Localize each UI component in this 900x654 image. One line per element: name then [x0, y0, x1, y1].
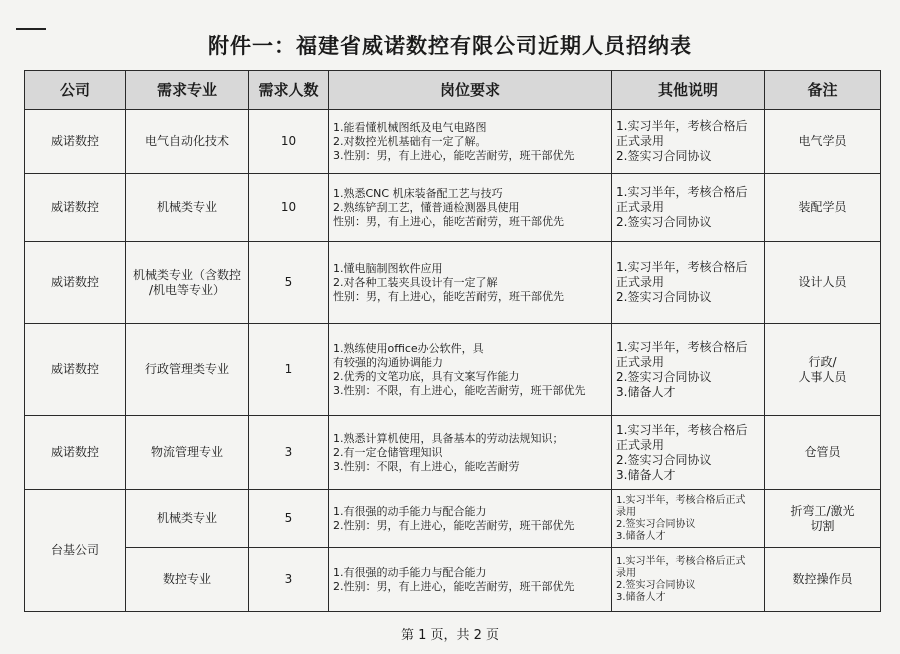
requirement-line: 有较强的沟通协调能力: [333, 355, 443, 369]
major-line: /机电等专业）: [148, 282, 226, 297]
remark-cell: [765, 548, 881, 612]
remark-cell: [765, 174, 881, 242]
note-line: 1.实习半年，考核合格后: [616, 422, 748, 437]
note-line: 正式录用: [616, 354, 665, 369]
count-cell: 5: [249, 490, 329, 548]
major-line: 机械类专业（含数控: [132, 267, 241, 282]
note-line: 1.实习半年，考核合格后: [616, 339, 748, 354]
requirement-line: 2.对各种工装夹具设计有一定了解: [333, 275, 498, 289]
note-line: 录用: [616, 506, 636, 518]
recruitment-table: [24, 70, 881, 612]
company-cell: 威诺数控: [25, 242, 126, 324]
table-row: [25, 548, 881, 612]
requirement-line: 1.熟悉CNC 机床装备配工艺与技巧: [333, 186, 503, 200]
major-line: 数控专业: [162, 572, 211, 586]
requirement-line: 2.对数控光机基础有一定了解。: [333, 134, 487, 148]
header-company: 公司: [25, 71, 126, 110]
requirements-cell: [329, 416, 612, 490]
requirement-line: 2.熟练铲刮工艺，懂普通检测器具使用: [333, 200, 520, 214]
note-line: 录用: [616, 567, 636, 579]
requirements-cell: [329, 324, 612, 416]
notes-cell: [612, 416, 765, 490]
note-line: 正式录用: [616, 437, 665, 452]
major-cell: [126, 110, 249, 174]
notes-cell: [612, 174, 765, 242]
header-major: 需求专业: [126, 71, 249, 110]
table-row: [25, 324, 881, 416]
note-line: 3.储备人才: [616, 384, 676, 399]
remark-cell: [765, 490, 881, 548]
count-cell: 5: [249, 242, 329, 324]
remark-line: 切割: [810, 518, 835, 533]
note-line: 3.储备人才: [616, 530, 666, 542]
header-remark: 备注: [765, 71, 881, 110]
note-line: 2.签实习合同协议: [616, 215, 712, 229]
table-row: [25, 174, 881, 242]
table-row: [25, 110, 881, 174]
requirement-line: 1.有很强的动手能力与配合能力: [333, 504, 487, 518]
company-cell: 威诺数控: [25, 110, 126, 174]
requirement-line: 2.性别：男，有上进心，能吃苦耐劳，班干部优先: [333, 579, 575, 593]
notes-cell: [612, 490, 765, 548]
major-cell: [126, 324, 249, 416]
major-line: 物流管理专业: [150, 445, 223, 459]
note-line: 3.储备人才: [616, 467, 676, 482]
note-line: 1.实习半年，考核合格后: [616, 119, 748, 133]
note-line: 正式录用: [616, 275, 665, 289]
note-line: 1.实习半年，考核合格后正式: [616, 555, 746, 567]
company-cell: 威诺数控: [25, 416, 126, 490]
note-line: 1.实习半年，考核合格后正式: [616, 494, 746, 506]
table-row: [25, 416, 881, 490]
requirement-line: 1.熟悉计算机使用，具备基本的劳动法规知识；: [333, 431, 564, 445]
note-line: 正式录用: [616, 200, 665, 214]
table-header-row: [25, 71, 881, 110]
major-cell: [126, 174, 249, 242]
requirement-line: 1.有很强的动手能力与配合能力: [333, 565, 487, 579]
requirements-cell: [329, 174, 612, 242]
requirement-line: 2.有一定仓储管理知识: [333, 445, 443, 459]
header-count: 需求人数: [249, 71, 329, 110]
requirement-line: 3.性别：不限，有上进心，能吃苦耐劳，班干部优先: [333, 383, 586, 397]
requirement-line: 2.优秀的文笔功底，具有文案写作能力: [333, 369, 520, 383]
notes-cell: [612, 548, 765, 612]
remark-line: 装配学员: [798, 200, 847, 214]
major-line: 机械类专业: [156, 200, 217, 214]
remark-line: 人事人员: [798, 369, 847, 384]
remark-line: 折弯工/激光: [790, 503, 855, 518]
note-line: 1.实习半年，考核合格后: [616, 185, 748, 199]
note-line: 1.实习半年，考核合格后: [616, 260, 748, 274]
count-cell: 3: [249, 416, 329, 490]
note-line: 2.签实习合同协议: [616, 518, 696, 530]
requirement-line: 1.懂电脑制图软件应用: [333, 261, 443, 275]
remark-cell: [765, 324, 881, 416]
page-title: 附件一：福建省威诺数控有限公司近期人员招纳表: [208, 34, 692, 58]
notes-cell: [612, 324, 765, 416]
remark-cell: [765, 110, 881, 174]
major-cell: [126, 416, 249, 490]
note-line: 2.签实习合同协议: [616, 579, 696, 591]
count-cell: 10: [249, 110, 329, 174]
requirement-line: 性别：男，有上进心，能吃苦耐劳，班干部优先: [333, 214, 564, 228]
table-row: [25, 242, 881, 324]
header-requirements: 岗位要求: [329, 71, 612, 110]
remark-line: 行政/: [808, 354, 837, 369]
company-cell: 威诺数控: [25, 324, 126, 416]
remark-line: 设计人员: [798, 275, 847, 289]
requirements-cell: [329, 548, 612, 612]
count-cell: 3: [249, 548, 329, 612]
note-line: 正式录用: [616, 134, 665, 148]
requirements-cell: [329, 490, 612, 548]
header-notes: 其他说明: [612, 71, 765, 110]
page-footer: 第 1 页，共 2 页: [400, 628, 500, 643]
note-line: 2.签实习合同协议: [616, 369, 712, 384]
company-cell: 威诺数控: [25, 174, 126, 242]
requirement-line: 2.性别：男，有上进心，能吃苦耐劳，班干部优先: [333, 518, 575, 532]
requirements-cell: [329, 242, 612, 324]
count-cell: 1: [249, 324, 329, 416]
table-row: [25, 490, 881, 548]
company-cell: 台基公司: [25, 490, 126, 612]
major-cell: [126, 242, 249, 324]
remark-line: 电气学员: [798, 134, 847, 148]
note-line: 2.签实习合同协议: [616, 290, 712, 304]
remark-cell: [765, 416, 881, 490]
remark-line: 数控操作员: [792, 572, 853, 586]
note-line: 3.储备人才: [616, 591, 666, 603]
requirement-line: 3.性别：不限，有上进心，能吃苦耐劳: [333, 459, 520, 473]
requirements-cell: [329, 110, 612, 174]
major-line: 行政管理类专业: [144, 362, 229, 376]
count-cell: 10: [249, 174, 329, 242]
remark-line: 仓管员: [804, 445, 841, 459]
major-line: 电气自动化技术: [144, 134, 229, 148]
major-line: 机械类专业: [156, 511, 217, 525]
major-cell: [126, 490, 249, 548]
requirement-line: 性别：男，有上进心，能吃苦耐劳，班干部优先: [333, 289, 564, 303]
remark-cell: [765, 242, 881, 324]
notes-cell: [612, 110, 765, 174]
requirement-line: 3.性别：男，有上进心，能吃苦耐劳，班干部优先: [333, 148, 575, 162]
requirement-line: 1.熟练使用office办公软件，具: [333, 341, 484, 355]
notes-cell: [612, 242, 765, 324]
note-line: 2.签实习合同协议: [616, 149, 712, 163]
requirement-line: 1.能看懂机械图纸及电气电路图: [333, 120, 487, 134]
major-cell: [126, 548, 249, 612]
note-line: 2.签实习合同协议: [616, 452, 712, 467]
